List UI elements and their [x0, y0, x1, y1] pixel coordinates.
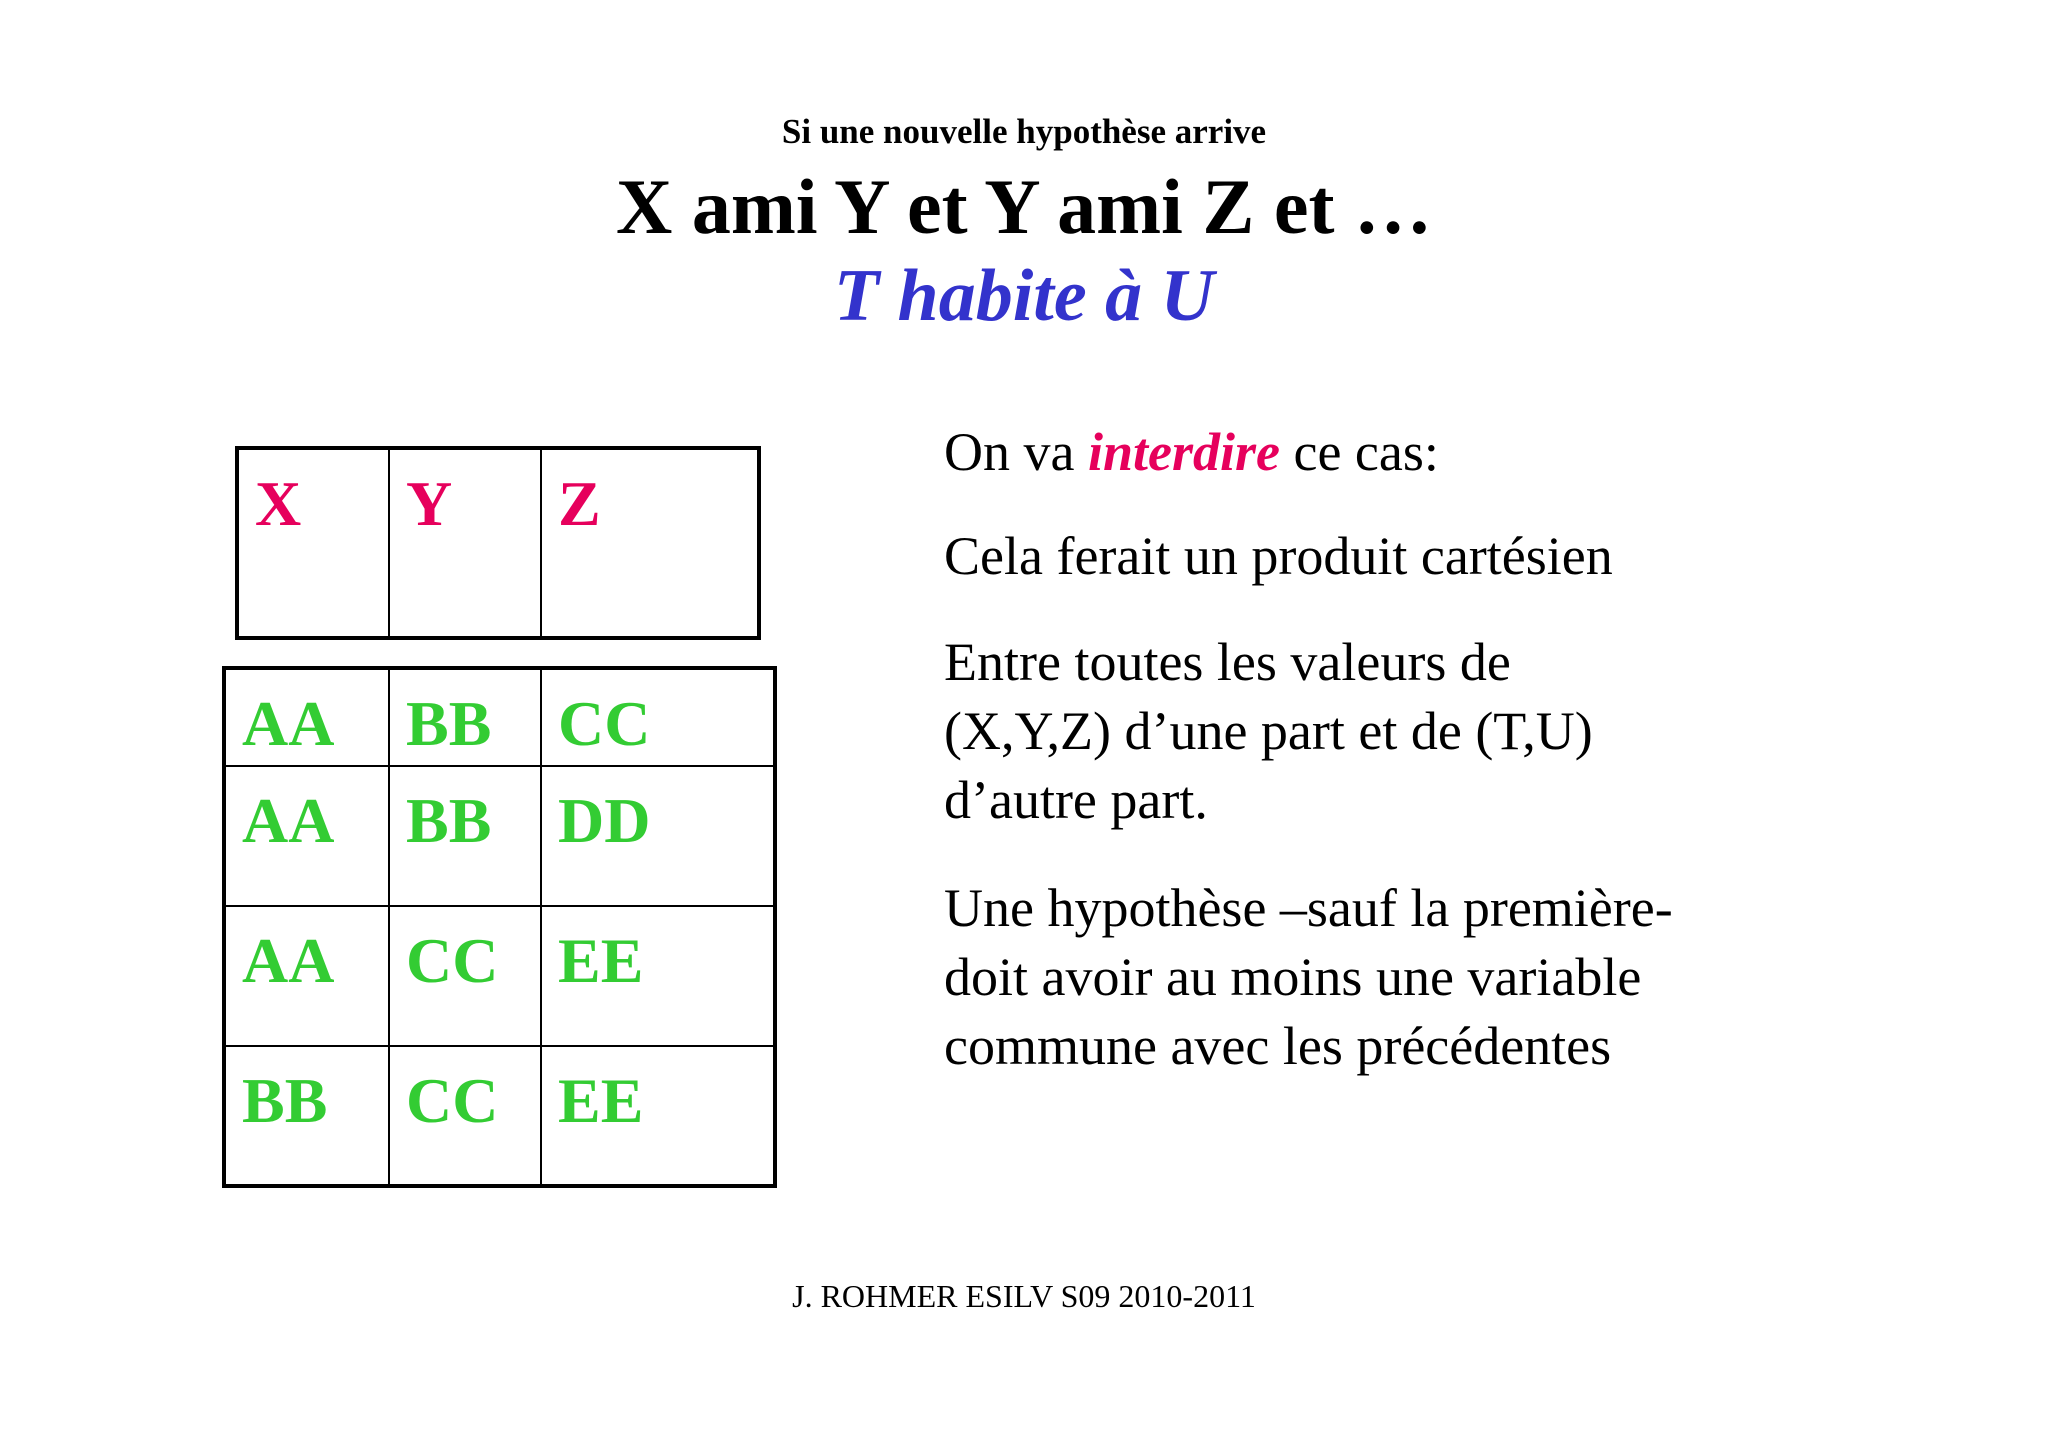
table-row: [224, 766, 775, 906]
value-cell: CC: [389, 1046, 541, 1186]
paragraph-interdire: [944, 418, 1439, 487]
table-row: [224, 1046, 775, 1186]
paragraph-produit-cartesien: Cela ferait un produit cartésien: [944, 526, 1613, 586]
value-cell: EE: [541, 1046, 775, 1186]
value-cell: CC: [541, 668, 775, 766]
text-line: d’autre part.: [944, 770, 1208, 830]
paragraph-valeurs: [944, 628, 1593, 835]
text-line: Une hypothèse –sauf la première-: [944, 878, 1673, 938]
value-cell: AA: [224, 906, 389, 1046]
variable-cell: Z: [541, 448, 759, 638]
slide-subtitle: Si une nouvelle hypothèse arrive: [781, 112, 1267, 151]
new-hypothesis: T habite à U: [833, 255, 1215, 337]
value-cell: AA: [224, 668, 389, 766]
text-line: commune avec les précédentes: [944, 1016, 1612, 1076]
text-line: (X,Y,Z) d’une part et de (T,U): [944, 701, 1593, 761]
table-row: [224, 668, 775, 766]
value-cell: CC: [389, 906, 541, 1046]
table-row: [237, 448, 759, 638]
text-span: ce cas:: [1279, 422, 1439, 482]
text-line: doit avoir au moins une variable: [944, 947, 1642, 1007]
slide-footer: J. ROHMER ESILV S09 2010-2011: [792, 1278, 1256, 1314]
variable-cell: Y: [389, 448, 541, 638]
paragraph-variable-commune: [944, 874, 1673, 1081]
value-cell: EE: [541, 906, 775, 1046]
text-span: On va: [944, 422, 1088, 482]
value-cell: DD: [541, 766, 775, 906]
slide-title: X ami Y et Y ami Z et …: [616, 163, 1432, 250]
variables-table: [235, 446, 761, 640]
value-cell: AA: [224, 766, 389, 906]
text-line: Entre toutes les valeurs de: [944, 632, 1511, 692]
table-row: [224, 906, 775, 1046]
value-cell: BB: [389, 766, 541, 906]
value-cell: BB: [224, 1046, 389, 1186]
values-table: [222, 666, 777, 1188]
variable-cell: X: [237, 448, 389, 638]
emphasis-word: interdire: [1087, 422, 1280, 482]
value-cell: BB: [389, 668, 541, 766]
